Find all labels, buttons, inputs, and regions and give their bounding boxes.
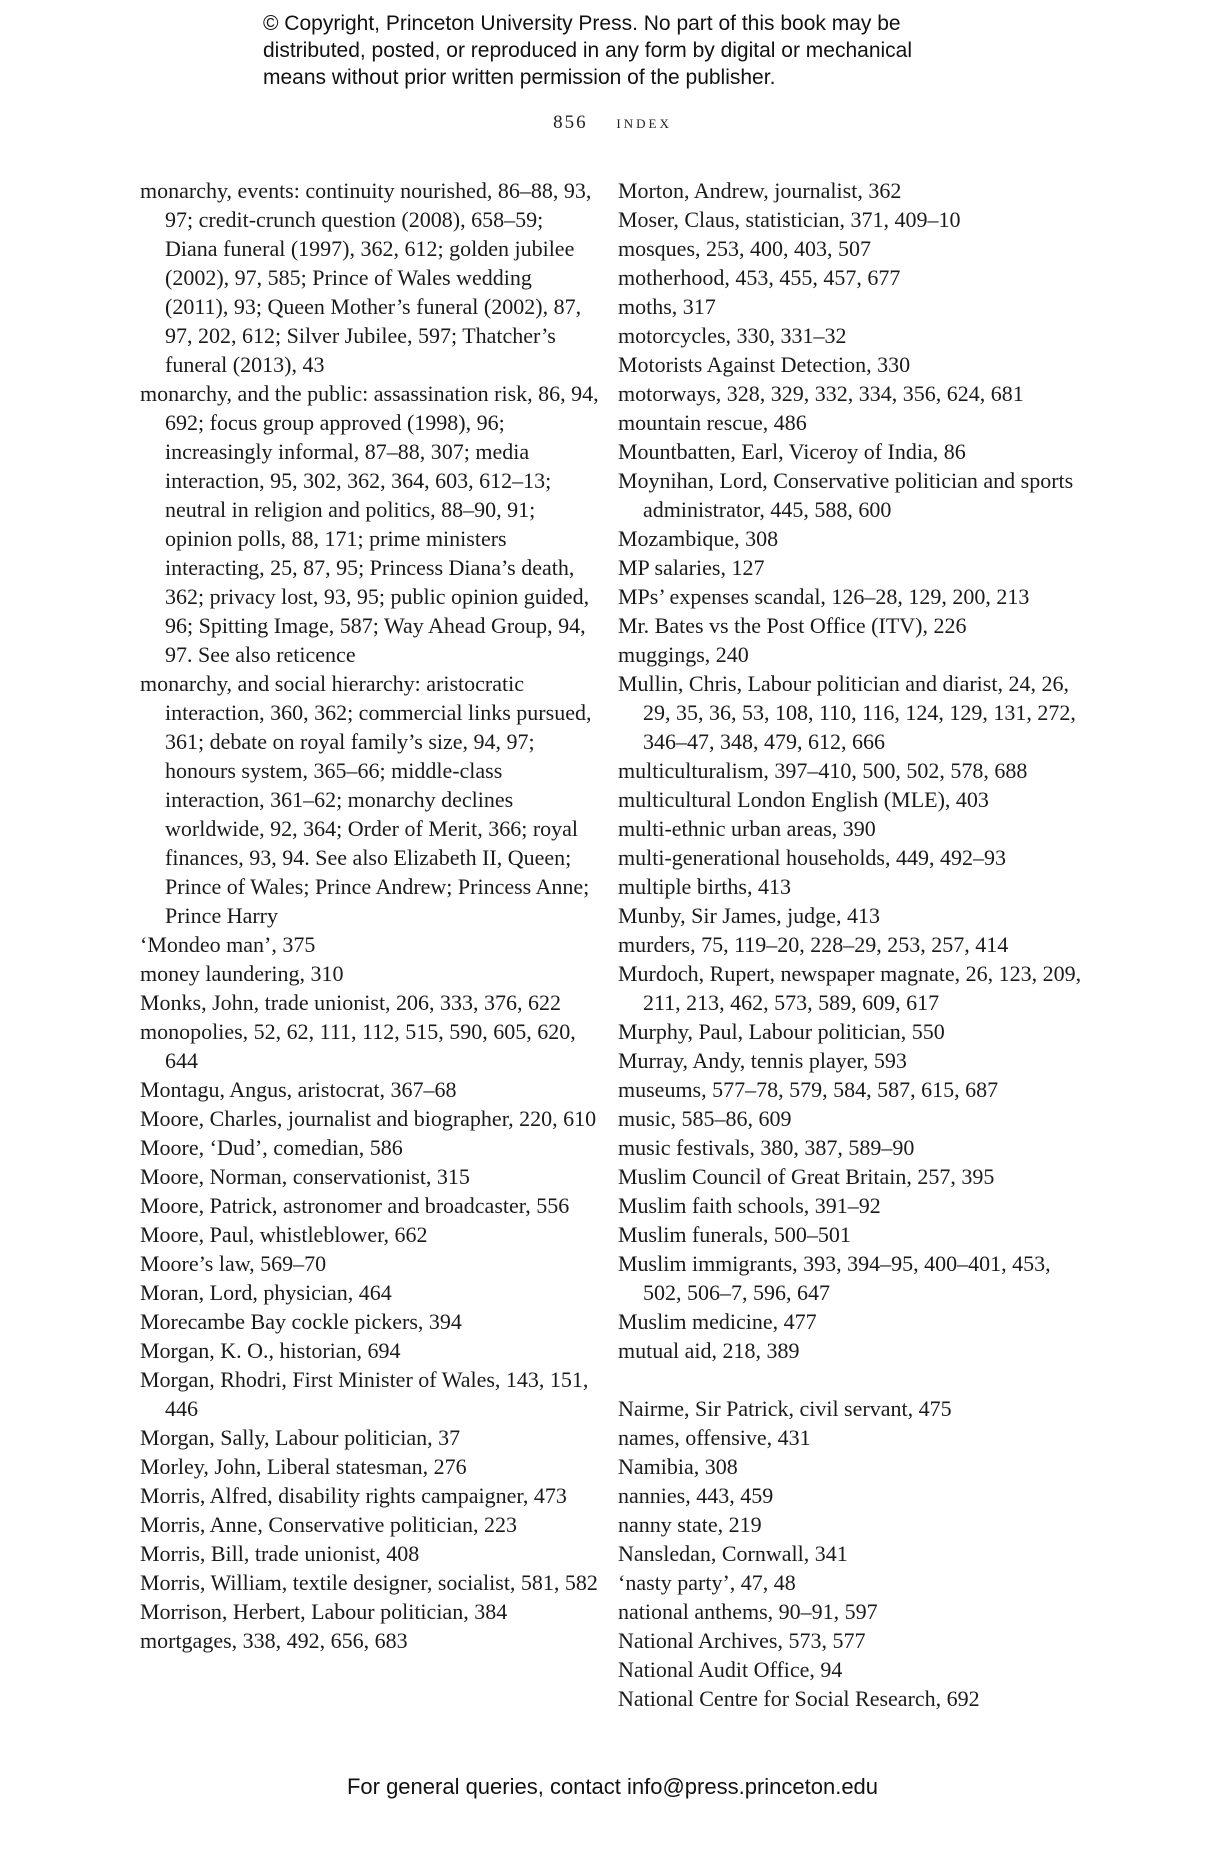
page-number: 856 — [553, 112, 588, 133]
index-entry: nannies, 443, 459 — [618, 1483, 774, 1508]
index-entry: Moore’s law, 569–70 — [140, 1251, 327, 1276]
index-entry: Morrison, Herbert, Labour politician, 384 — [140, 1599, 508, 1624]
index-entry: multiple births, 413 — [618, 874, 791, 899]
index-entry: Morgan, Sally, Labour politician, 37 — [140, 1425, 461, 1450]
index-entry: Motorists Against Detection, 330 — [618, 352, 911, 377]
running-head — [0, 112, 1225, 134]
page-title: index — [616, 112, 672, 133]
index-entry: Morris, Alfred, disability rights campaigner, 473 — [140, 1483, 567, 1508]
index-entry: Murphy, Paul, Labour politician, 550 — [618, 1019, 945, 1044]
index-entry: Moynihan, Lord, Conservative politician and sports administrator, 445, 588, 600 — [618, 468, 1074, 522]
index-entry: Morris, Bill, trade unionist, 408 — [140, 1541, 420, 1566]
index-entry: monarchy, and social hierarchy: aristocratic interaction, 360, 362; commercial links pursued, 361; debate on royal family’s size, 94, 97; honours system, 365–66; middle-class interaction, 361–62; monarchy declines worldwide, 92, 364; Order of Merit, 366; royal finances, 93, 94. See also Elizabeth II, Queen; Prince of Wales; Prince Andrew; Princess Anne; Prince Harry — [140, 671, 592, 928]
index-entry: Nansledan, Cornwall, 341 — [618, 1541, 848, 1566]
index-entry: money laundering, 310 — [140, 961, 344, 986]
index-entry: National Archives, 573, 577 — [618, 1628, 866, 1653]
index-entry: Moore, Charles, journalist and biographer, 220, 610 — [140, 1106, 597, 1131]
index-entry: MP salaries, 127 — [618, 555, 765, 580]
index-entry: mortgages, 338, 492, 656, 683 — [140, 1628, 408, 1653]
index-entry: MPs’ expenses scandal, 126–28, 129, 200, 213 — [618, 584, 1030, 609]
index-entry: monarchy, and the public: assassination risk, 86, 94, 692; focus group approved (1998), 96; increasingly informal, 87–88, 307; media interaction, 95, 302, 362, 364, 603, 612–13; neutral in religion and politics, 88–90, 91; opinion polls, 88, 171; prime ministers interacting, 25, 87, 95; Princess Diana’s death, 362; privacy lost, 93, 95; public opinion guided, 96; Spitting Image, 587; Way Ahead Group, 94, 97. See also reticence — [140, 381, 599, 667]
index-entry: Morris, Anne, Conservative politician, 223 — [140, 1512, 517, 1537]
index-entry: Muslim Council of Great Britain, 257, 395 — [618, 1164, 995, 1189]
index-entry: names, offensive, 431 — [618, 1425, 811, 1450]
index-entry: music festivals, 380, 387, 589–90 — [618, 1135, 915, 1160]
index-entry: Moser, Claus, statistician, 371, 409–10 — [618, 207, 961, 232]
index-entry: mosques, 253, 400, 403, 507 — [618, 236, 871, 261]
index-entry: Morgan, K. O., historian, 694 — [140, 1338, 401, 1363]
letter-section-gap — [618, 1365, 1088, 1394]
index-entry: ‘nasty party’, 47, 48 — [618, 1570, 796, 1595]
index-entry: national anthems, 90–91, 597 — [618, 1599, 878, 1624]
index-entry: Moran, Lord, physician, 464 — [140, 1280, 392, 1305]
index-entry: Mozambique, 308 — [618, 526, 779, 551]
index-entry: Mountbatten, Earl, Viceroy of India, 86 — [618, 439, 966, 464]
index-entry: National Audit Office, 94 — [618, 1657, 843, 1682]
index-entry: murders, 75, 119–20, 228–29, 253, 257, 414 — [618, 932, 1009, 957]
index-entry: multiculturalism, 397–410, 500, 502, 578, 688 — [618, 758, 1028, 783]
index-entry: Moore, ‘Dud’, comedian, 586 — [140, 1135, 403, 1160]
index-entry: motherhood, 453, 455, 457, 677 — [618, 265, 901, 290]
copyright-line: © Copyright, Princeton University Press. No part of this book may be — [263, 12, 901, 35]
index-entry: multi-generational households, 449, 492–93 — [618, 845, 1006, 870]
index-entry: Moore, Paul, whistleblower, 662 — [140, 1222, 428, 1247]
index-entry: motorways, 328, 329, 332, 334, 356, 624, 681 — [618, 381, 1024, 406]
index-entry: mutual aid, 218, 389 — [618, 1338, 800, 1363]
index-entry: Moore, Norman, conservationist, 315 — [140, 1164, 470, 1189]
index-entry: Mullin, Chris, Labour politician and diarist, 24, 26, 29, 35, 36, 53, 108, 110, 116, 124, 129, 131, 272, 346–47, 348, 479, 612, 666 — [618, 671, 1076, 754]
index-entry: Monks, John, trade unionist, 206, 333, 376, 622 — [140, 990, 562, 1015]
index-entry: Murdoch, Rupert, newspaper magnate, 26, 123, 209, 211, 213, 462, 573, 589, 609, 617 — [618, 961, 1082, 1015]
index-entry: Mr. Bates vs the Post Office (ITV), 226 — [618, 613, 967, 638]
index-entry: Morgan, Rhodri, First Minister of Wales, 143, 151, 446 — [140, 1367, 589, 1421]
index-entry: Nairme, Sir Patrick, civil servant, 475 — [618, 1396, 952, 1421]
index-entry: Namibia, 308 — [618, 1454, 738, 1479]
index-entry: Muslim funerals, 500–501 — [618, 1222, 851, 1247]
index-entry: moths, 317 — [618, 294, 716, 319]
copyright-line: means without prior written permission of the publisher. — [263, 66, 776, 89]
index-entry: Munby, Sir James, judge, 413 — [618, 903, 880, 928]
index-entry: music, 585–86, 609 — [618, 1106, 792, 1131]
index-entry: Morley, John, Liberal statesman, 276 — [140, 1454, 467, 1479]
copyright-notice — [263, 10, 983, 91]
index-entry: monopolies, 52, 62, 111, 112, 515, 590, 605, 620, 644 — [140, 1019, 576, 1073]
index-entry: ‘Mondeo man’, 375 — [140, 932, 316, 957]
footer-contact: For general queries, contact info@press.princeton.edu — [346, 1774, 879, 1799]
index-column-left — [140, 176, 600, 1655]
index-entry: Muslim faith schools, 391–92 — [618, 1193, 881, 1218]
index-entry: Montagu, Angus, aristocrat, 367–68 — [140, 1077, 457, 1102]
index-entry: Morecambe Bay cockle pickers, 394 — [140, 1309, 462, 1334]
index-entry: museums, 577–78, 579, 584, 587, 615, 687 — [618, 1077, 999, 1102]
index-entry: motorcycles, 330, 331–32 — [618, 323, 847, 348]
index-entry: Morton, Andrew, journalist, 362 — [618, 178, 902, 203]
index-entry: nanny state, 219 — [618, 1512, 762, 1537]
index-entry: Morris, William, textile designer, socialist, 581, 582 — [140, 1570, 598, 1595]
index-entry: Moore, Patrick, astronomer and broadcaster, 556 — [140, 1193, 570, 1218]
copyright-line: distributed, posted, or reproduced in any form by digital or mechanical — [263, 39, 913, 62]
index-entry: Muslim immigrants, 393, 394–95, 400–401, 453, 502, 506–7, 596, 647 — [618, 1251, 1051, 1305]
index-entry: Murray, Andy, tennis player, 593 — [618, 1048, 907, 1073]
index-entry: multi-ethnic urban areas, 390 — [618, 816, 876, 841]
index-entry: monarchy, events: continuity nourished, 86–88, 93, 97; credit-crunch question (2008), 658–59; Diana funeral (1997), 362, 612; golden jubilee (2002), 97, 585; Prince of Wales wedding (2011), 93; Queen Mother’s funeral (2002), 87, 97, 202, 612; Silver Jubilee, 597; Thatcher’s funeral (2013), 43 — [140, 178, 592, 377]
index-entry: National Centre for Social Research, 692 — [618, 1686, 980, 1711]
index-entry: mountain rescue, 486 — [618, 410, 807, 435]
index-entry: Muslim medicine, 477 — [618, 1309, 817, 1334]
index-entry: multicultural London English (MLE), 403 — [618, 787, 989, 812]
index-column-right — [618, 176, 1088, 1713]
index-entry: muggings, 240 — [618, 642, 749, 667]
